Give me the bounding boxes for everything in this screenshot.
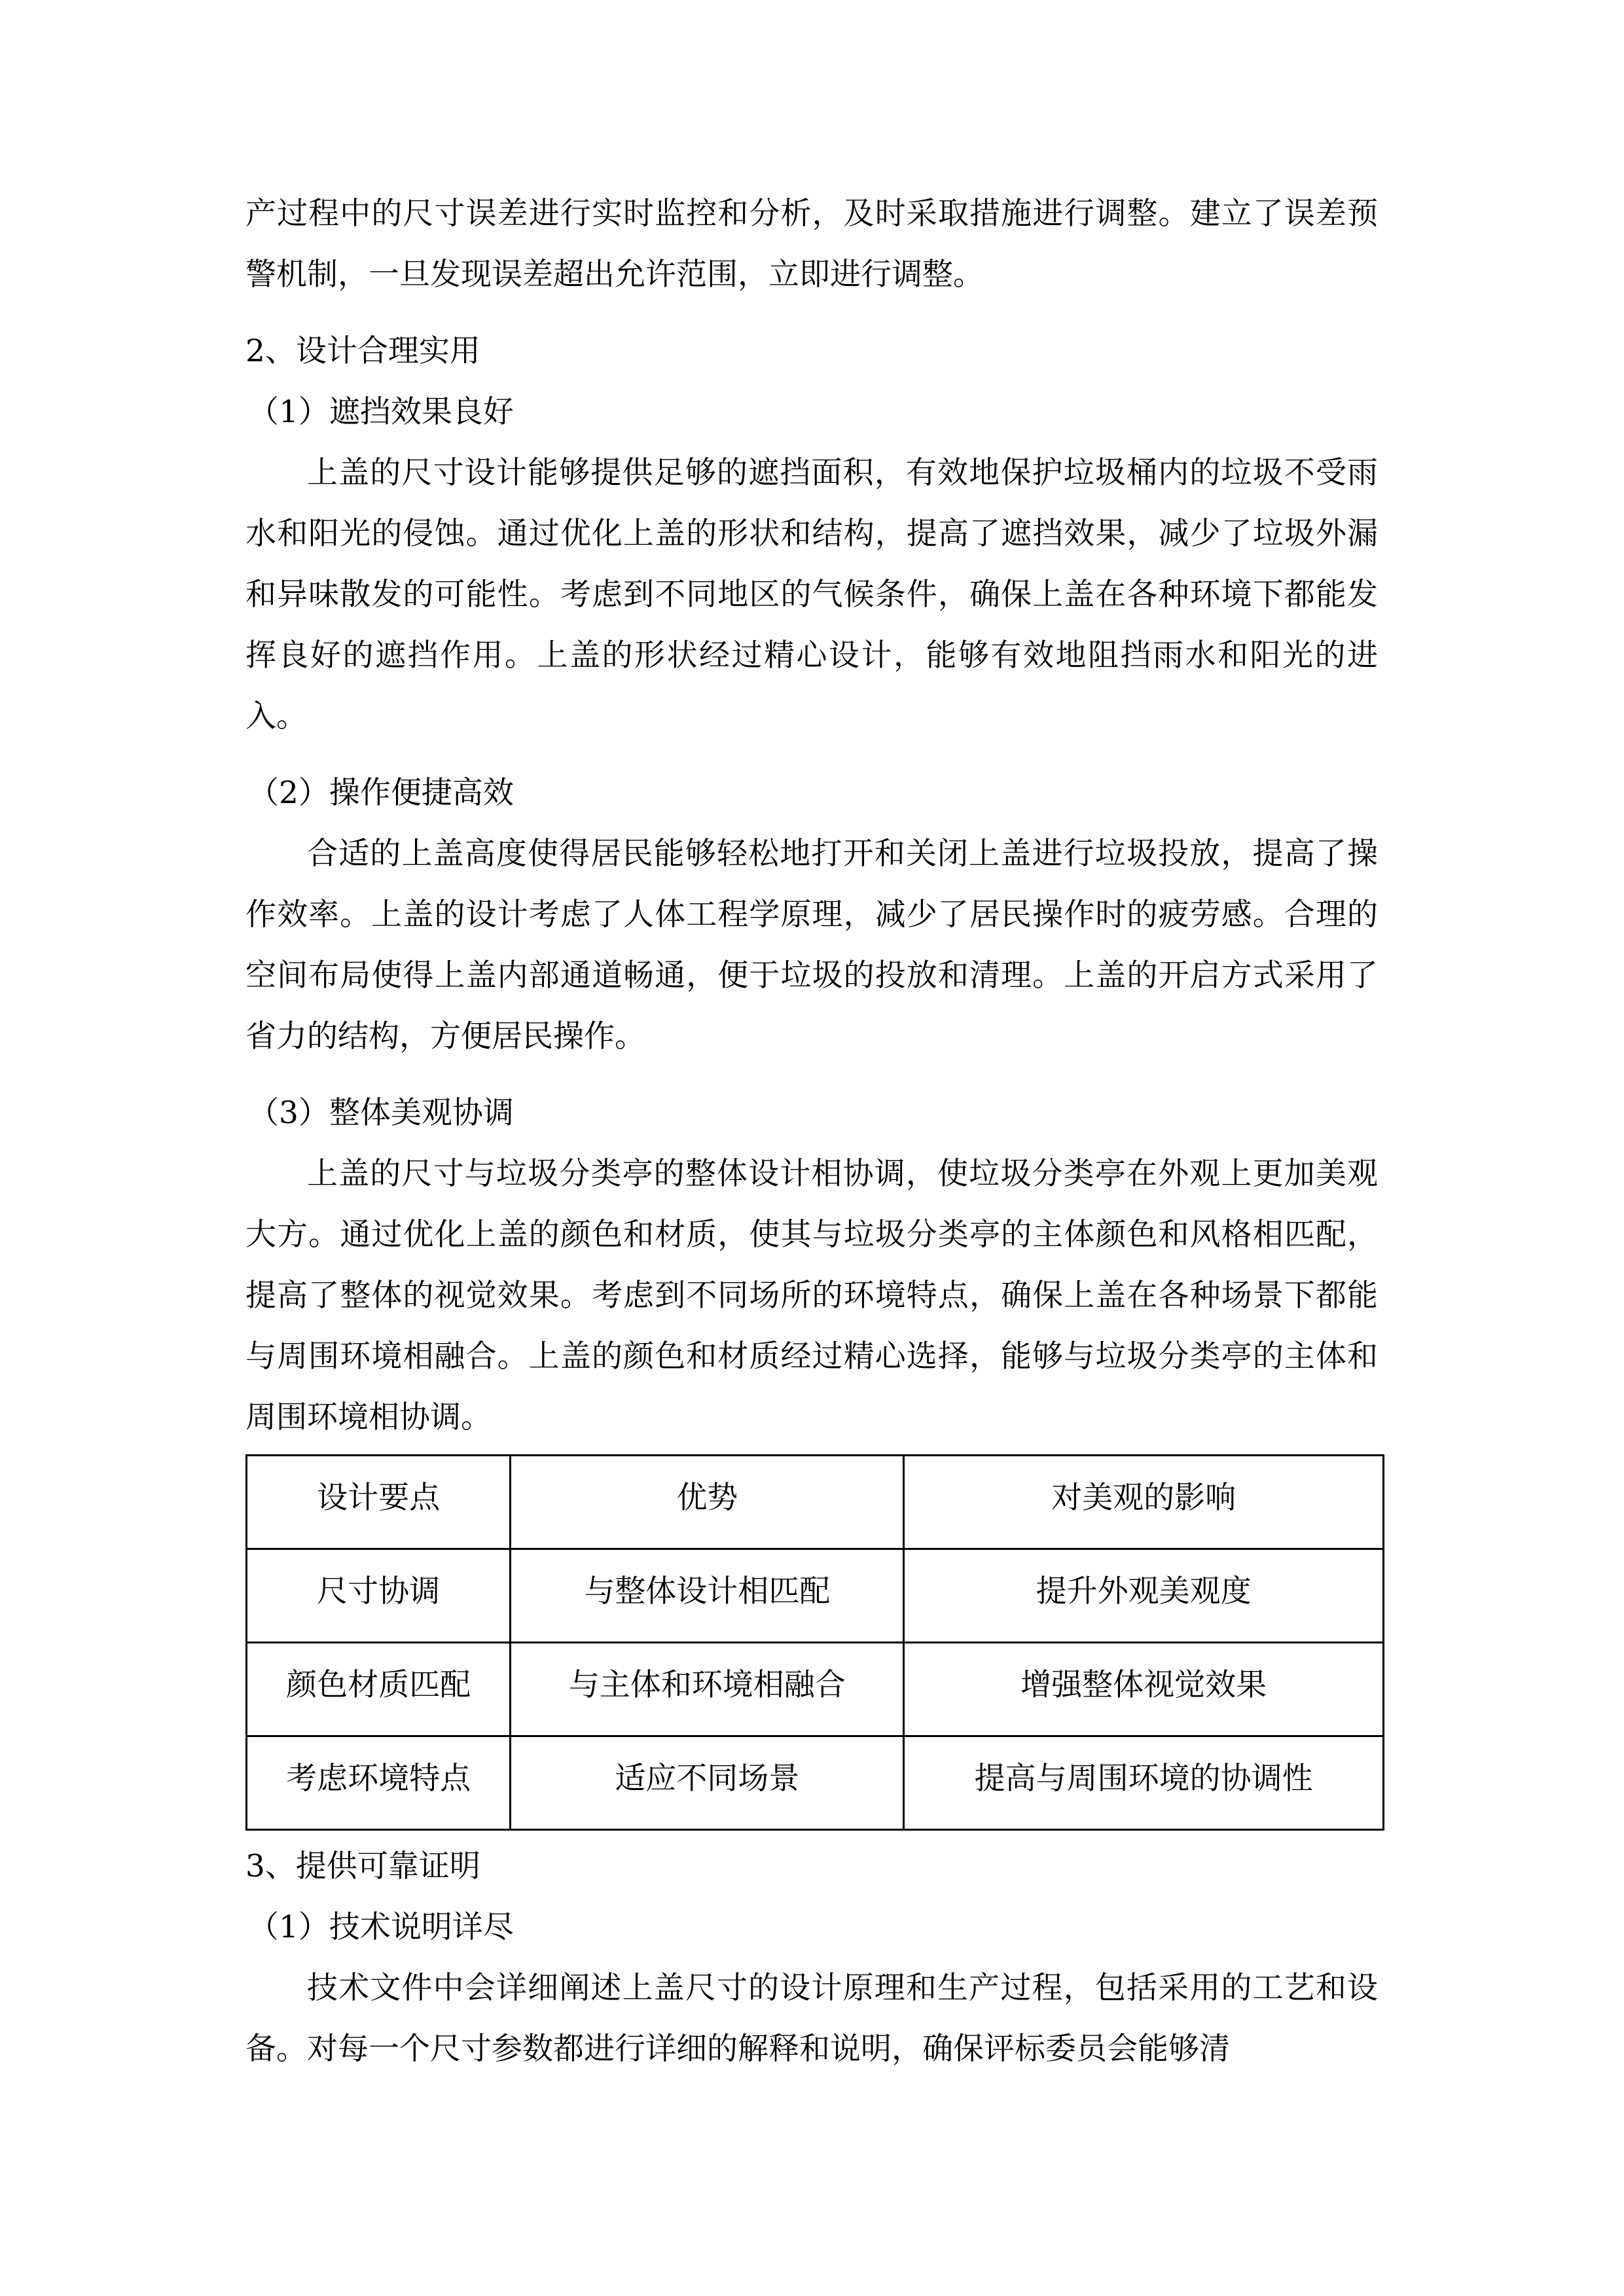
section-3-1-body: 技术文件中会详细阐述上盖尺寸的设计原理和生产过程，包括采用的工艺和设备。对每一个尺寸参数都进行详细的解释和说明，确保评标委员会能够清 <box>245 1970 1378 2067</box>
table-cell: 适应不同场景 <box>511 1736 904 1830</box>
table-cell: 增强整体视觉效果 <box>904 1643 1384 1736</box>
table-cell: 考虑环境特点 <box>247 1736 511 1830</box>
table-row <box>247 1736 1384 1830</box>
section-2-2-body: 合适的上盖高度使得居民能够轻松地打开和关闭上盖进行垃圾投放，提高了操作效率。上盖的设计考虑了人体工程学原理，减少了居民操作时的疲劳感。合理的空间布局使得上盖内部通道畅通，便于垃圾的投放和清理。上盖的开启方式采用了省力的结构，方便居民操作。 <box>245 836 1378 1054</box>
intro-paragraph: 产过程中的尺寸误差进行实时监控和分析，及时采取措施进行调整。建立了误差预警机制，一旦发现误差超出允许范围，立即进行调整。 <box>245 196 1378 293</box>
table-cell: 尺寸协调 <box>247 1549 511 1643</box>
table-cell: 与整体设计相匹配 <box>511 1549 904 1643</box>
table-header-cell: 设计要点 <box>247 1456 511 1549</box>
section-2-1-title: （1）遮挡效果良好 <box>248 394 514 430</box>
section-2-3-title: （3）整体美观协调 <box>248 1095 514 1131</box>
table-header-cell: 对美观的影响 <box>904 1456 1384 1549</box>
table-header-cell: 优势 <box>511 1456 904 1549</box>
document-page <box>245 183 1378 2079</box>
table-cell: 提升外观美观度 <box>904 1549 1384 1643</box>
table-row <box>247 1643 1384 1736</box>
design-points-table <box>245 1454 1384 1831</box>
table-header-row <box>247 1456 1384 1549</box>
section-3-title: 3、提供可靠证明 <box>245 1848 480 1884</box>
section-2-3-body: 上盖的尺寸与垃圾分类亭的整体设计相协调，使垃圾分类亭在外观上更加美观大方。通过优化上盖的颜色和材质，使其与垃圾分类亭的主体颜色和风格相匹配，提高了整体的视觉效果。考虑到不同场所的环境特点，确保上盖在各种场景下都能与周围环境相融合。上盖的颜色和材质经过精心选择，能够与垃圾分类亭的主体和周围环境相协调。 <box>245 1156 1378 1435</box>
table-cell: 颜色材质匹配 <box>247 1643 511 1736</box>
section-2-title: 2、设计合理实用 <box>245 333 480 369</box>
table-row <box>247 1549 1384 1643</box>
section-2-1-body: 上盖的尺寸设计能够提供足够的遮挡面积，有效地保护垃圾桶内的垃圾不受雨水和阳光的侵蚀。通过优化上盖的形状和结构，提高了遮挡效果，减少了垃圾外漏和异味散发的可能性。考虑到不同地区的气候条件，确保上盖在各种环境下都能发挥良好的遮挡作用。上盖的形状经过精心设计，能够有效地阻挡雨水和阳光的进入。 <box>245 455 1378 734</box>
section-3-1-title: （1）技术说明详尽 <box>248 1909 514 1945</box>
table-cell: 提高与周围环境的协调性 <box>904 1736 1384 1830</box>
table-cell: 与主体和环境相融合 <box>511 1643 904 1736</box>
section-2-2-title: （2）操作便捷高效 <box>248 775 514 811</box>
